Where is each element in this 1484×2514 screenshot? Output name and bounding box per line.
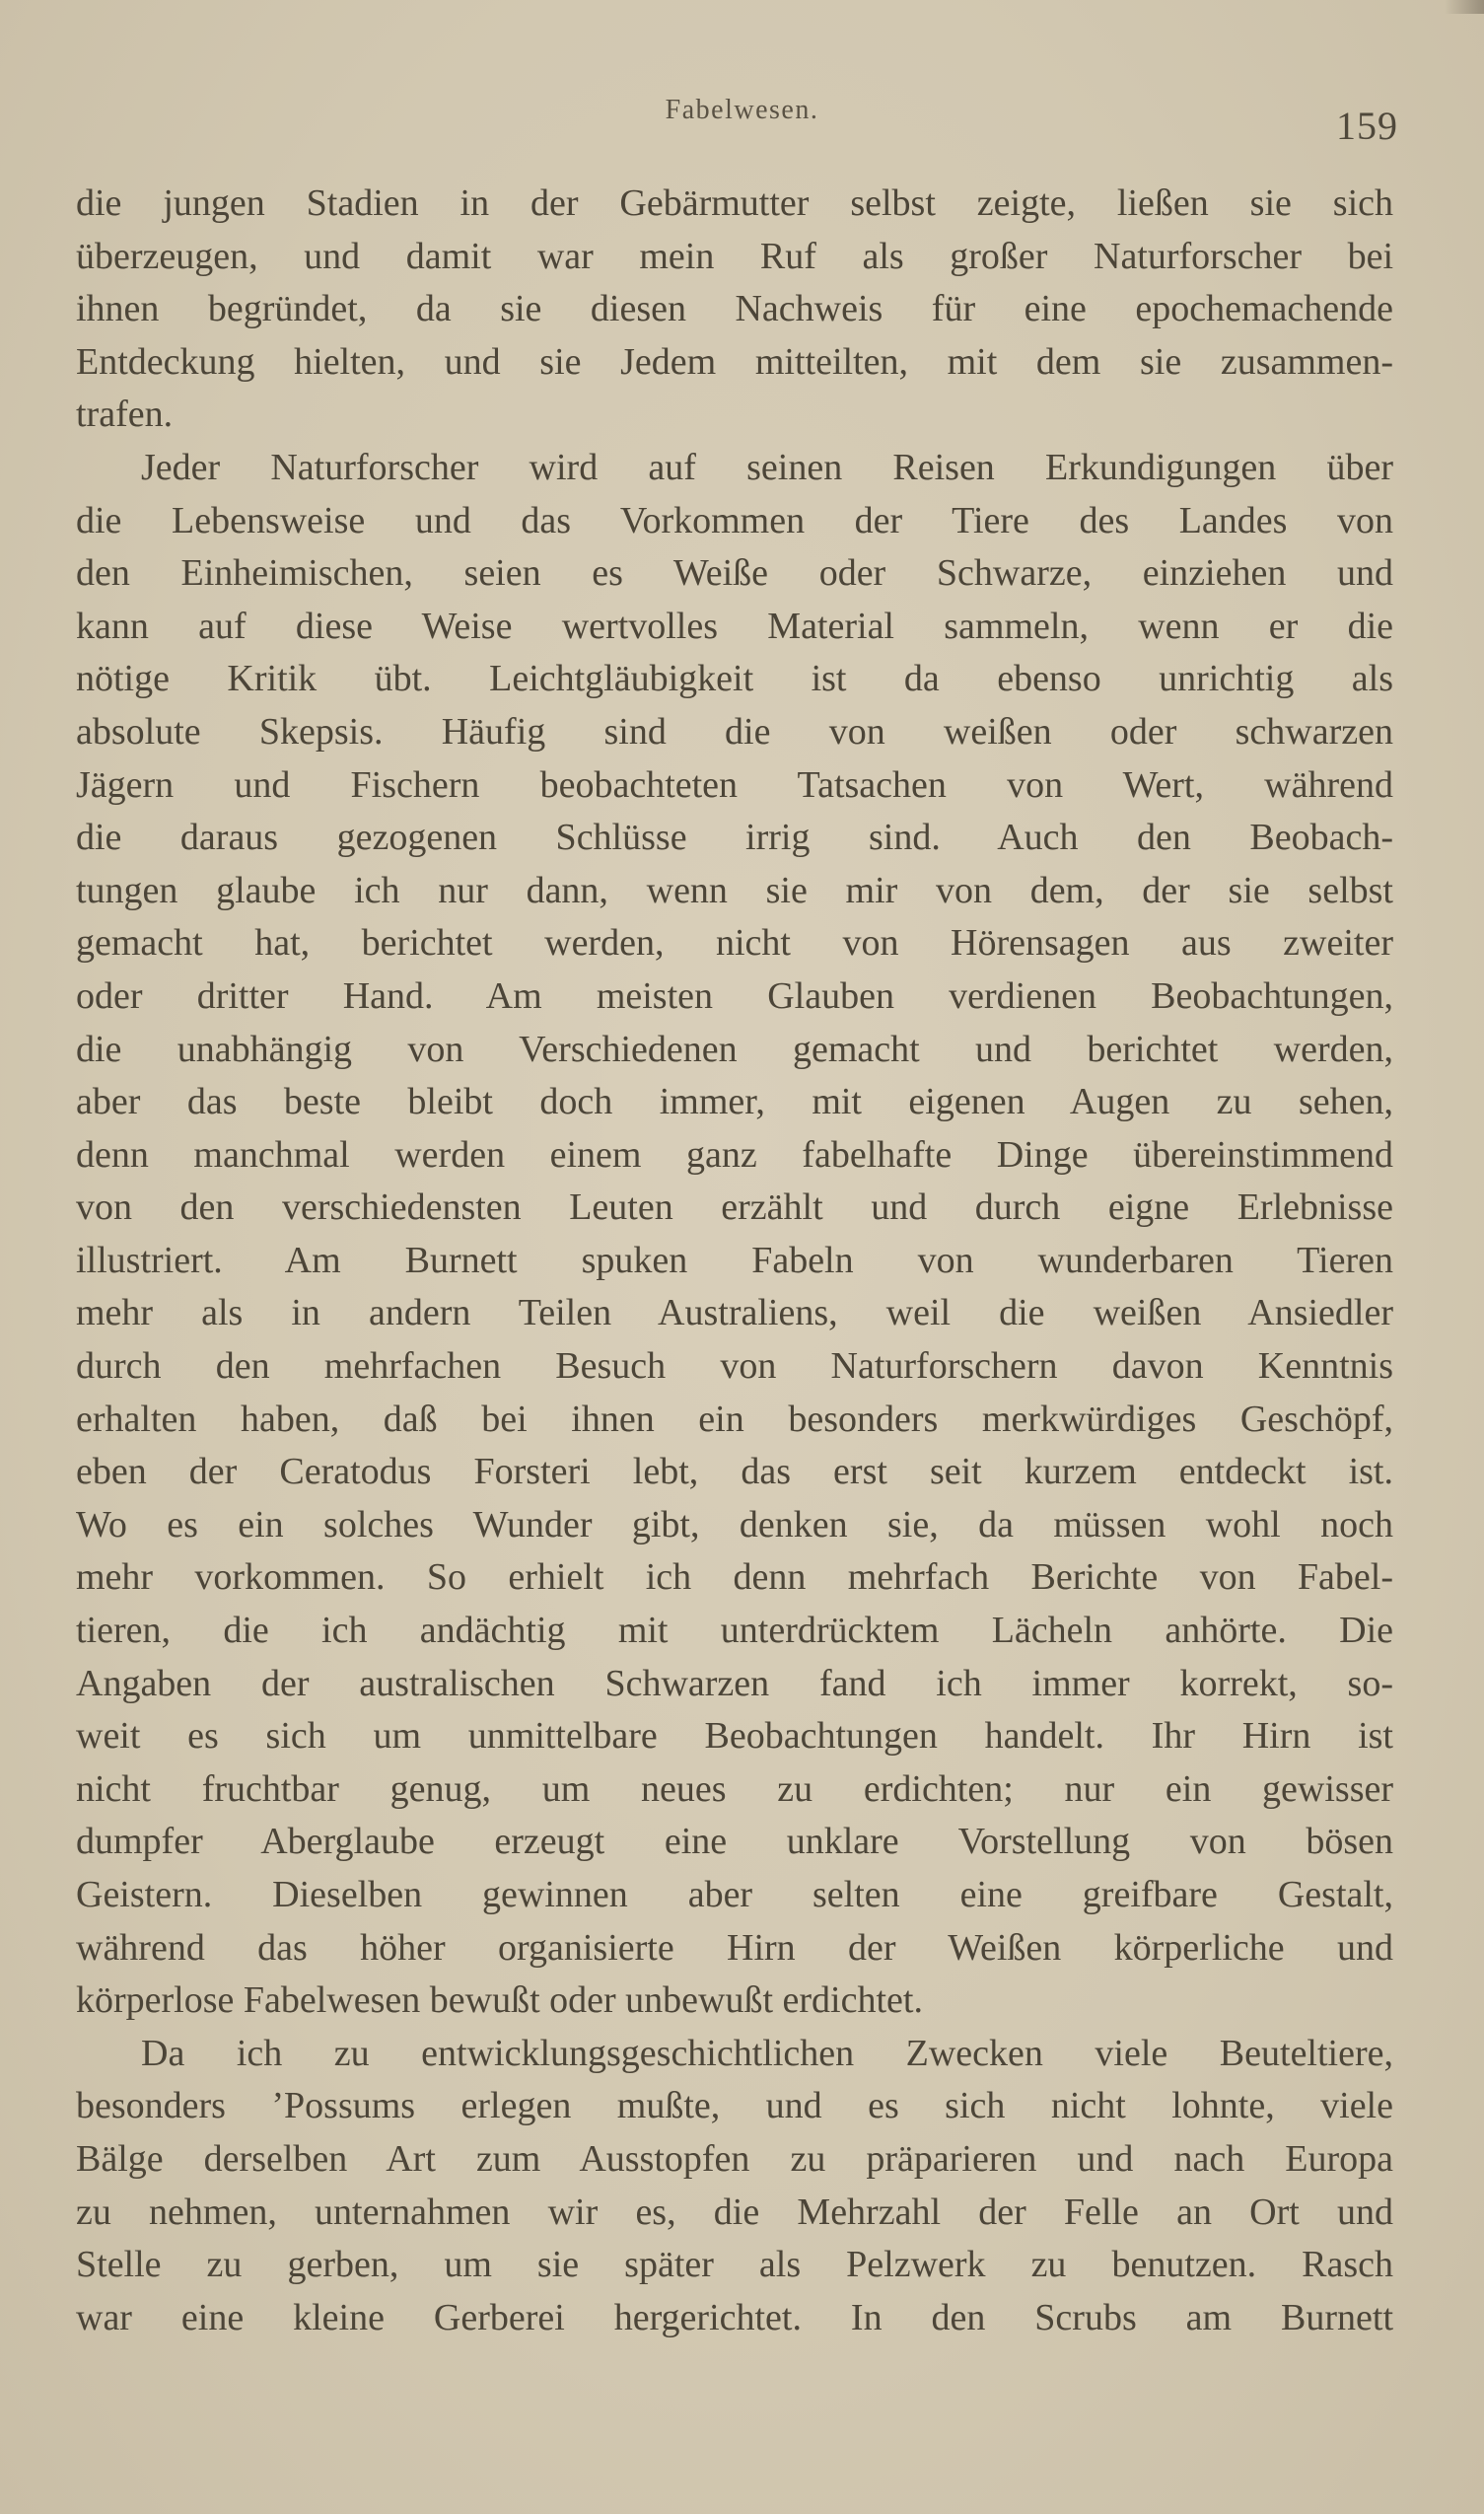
text-line: Wo es ein solches Wunder gibt, denken sie, da müssen wohl noch bbox=[76, 1503, 1393, 1545]
page-number: 159 bbox=[1336, 104, 1398, 148]
text-line: durch den mehrfachen Besuch von Naturforschern davon Kenntnis bbox=[76, 1345, 1393, 1388]
text-line: eben der Ceratodus Forsteri lebt, das erst seit kurzem entdeckt ist. bbox=[76, 1451, 1393, 1493]
text-line: nicht fruchtbar genug, um neues zu erdichten; nur ein gewisser bbox=[76, 1767, 1393, 1810]
paragraph-start-line: Jeder Naturforscher wird auf seinen Reisen Erkundigungen über bbox=[141, 446, 1393, 488]
text-line: Angaben der australischen Schwarzen fand ich immer korrekt, so- bbox=[76, 1662, 1393, 1704]
text-line: Entdeckung hielten, und sie Jedem mitteilten, mit dem sie zusammen- bbox=[76, 340, 1393, 383]
text-line: besonders ’Possums erlegen mußte, und es sich nicht lohnte, viele bbox=[76, 2085, 1393, 2127]
text-line: illustriert. Am Burnett spuken Fabeln von wunderbaren Tieren bbox=[76, 1239, 1393, 1281]
body-text bbox=[76, 178, 1393, 2344]
text-line: dumpfer Aberglaube erzeugt eine unklare Vorstellung von bösen bbox=[76, 1821, 1393, 1863]
text-line: tungen glaube ich nur dann, wenn sie mir von dem, der sie selbst bbox=[76, 869, 1393, 911]
text-line: von den verschiedensten Leuten erzählt und durch eigne Erlebnisse bbox=[76, 1186, 1393, 1229]
text-line: ihnen begründet, da sie diesen Nachweis für eine epochemachende bbox=[76, 288, 1393, 330]
text-line: mehr vorkommen. So erhielt ich denn mehrfach Berichte von Fabel- bbox=[76, 1556, 1393, 1599]
text-line: denn manchmal werden einem ganz fabelhafte Dinge übereinstimmend bbox=[76, 1133, 1393, 1176]
running-head: Fabelwesen. bbox=[665, 95, 819, 125]
text-line: Stelle zu gerben, um sie später als Pelzwerk zu benutzen. Rasch bbox=[76, 2244, 1393, 2286]
text-line: nötige Kritik übt. Leichtgläubigkeit ist da ebenso unrichtig als bbox=[76, 658, 1393, 700]
text-line: kann auf diese Weise wertvolles Material sammeln, wenn er die bbox=[76, 605, 1393, 647]
text-line: die jungen Stadien in der Gebärmutter selbst zeigte, ließen sie sich bbox=[76, 182, 1393, 224]
text-line: den Einheimischen, seien es Weiße oder Schwarze, einziehen und bbox=[76, 552, 1393, 595]
text-line: körperlose Fabelwesen bewußt oder unbewußt erdichtet. bbox=[76, 1979, 923, 2022]
text-line: oder dritter Hand. Am meisten Glauben verdienen Beobachtungen, bbox=[76, 974, 1393, 1017]
text-line: absolute Skepsis. Häufig sind die von weißen oder schwarzen bbox=[76, 710, 1393, 753]
text-line: aber das beste bleibt doch immer, mit eigenen Augen zu sehen, bbox=[76, 1081, 1393, 1123]
text-line: erhalten haben, daß bei ihnen ein besonders merkwürdiges Geschöpf, bbox=[76, 1398, 1393, 1440]
text-line: die Lebensweise und das Vorkommen der Tiere des Landes von bbox=[76, 499, 1393, 541]
page-corner-shadow bbox=[1445, 0, 1484, 14]
text-line: während das höher organisierte Hirn der Weißen körperliche und bbox=[76, 1926, 1393, 1969]
text-line: Jägern und Fischern beobachteten Tatsachen von Wert, während bbox=[76, 763, 1393, 806]
text-line: war eine kleine Gerberei hergerichtet. In den Scrubs am Burnett bbox=[76, 2296, 1393, 2338]
text-line: trafen. bbox=[76, 394, 174, 436]
text-line: mehr als in andern Teilen Australiens, weil die weißen Ansiedler bbox=[76, 1292, 1393, 1334]
text-line: die daraus gezogenen Schlüsse irrig sind. Auch den Beobach- bbox=[76, 817, 1393, 859]
paragraph-start-line: Da ich zu entwicklungsgeschichtlichen Zwecken viele Beuteltiere, bbox=[141, 2032, 1393, 2074]
text-line: Bälge derselben Art zum Ausstopfen zu präparieren und nach Europa bbox=[76, 2137, 1393, 2180]
text-line: überzeugen, und damit war mein Ruf als großer Naturforscher bei bbox=[76, 235, 1393, 277]
text-line: Geistern. Dieselben gewinnen aber selten eine greifbare Gestalt, bbox=[76, 1874, 1393, 1915]
text-line: zu nehmen, unternahmen wir es, die Mehrzahl der Felle an Ort und bbox=[76, 2191, 1393, 2233]
text-line: die unabhängig von Verschiedenen gemacht und berichtet werden, bbox=[76, 1028, 1393, 1070]
text-line: tieren, die ich andächtig mit unterdrücktem Lächeln anhörte. Die bbox=[76, 1610, 1393, 1652]
text-line: weit es sich um unmittelbare Beobachtungen handelt. Ihr Hirn ist bbox=[76, 1715, 1393, 1758]
text-line: gemacht hat, berichtet werden, nicht von Hörensagen aus zweiter bbox=[76, 922, 1393, 965]
